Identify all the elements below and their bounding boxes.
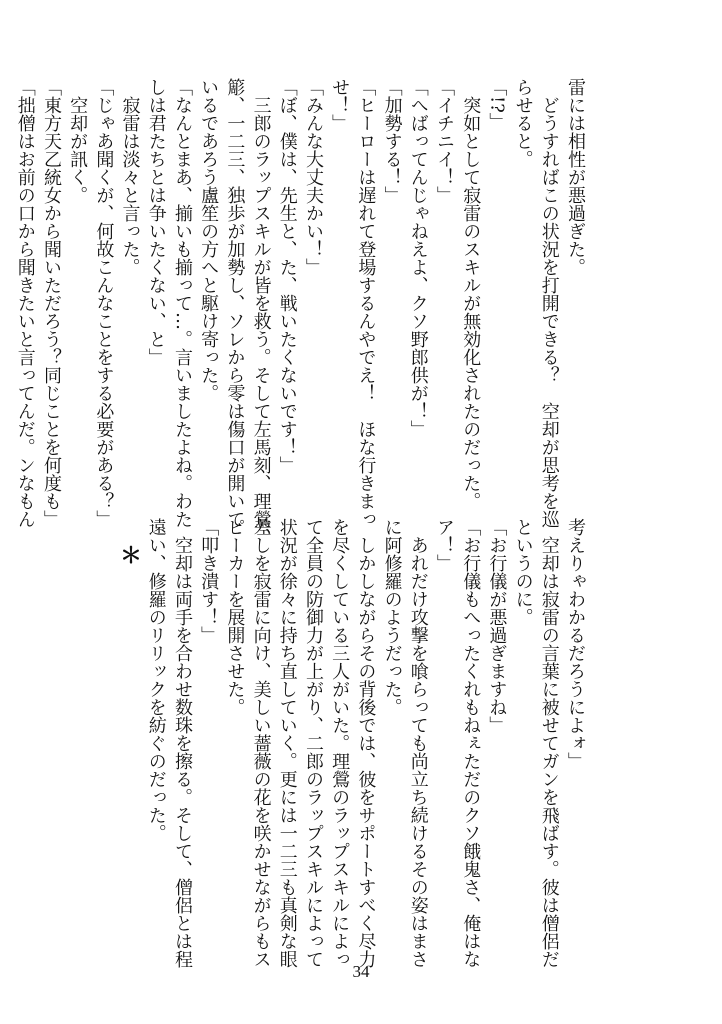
lower-text-block [116,518,588,968]
text-line: しは君たちとは争いたくない、と」 [145,78,167,366]
text-line: 「なんとまあ、揃いも揃って…。言いましたよね。わた [171,78,193,528]
text-line: 「へばってんじゃねえよ、クソ野郎供が！」 [407,78,429,438]
text-line: 空却が訊く。 [67,78,89,204]
text-line: 「叩き潰す！」 [198,518,220,644]
text-line: 「東方天乙統女から聞いただろう？同じことを何度も」 [40,78,62,528]
text-line: 「お行儀もへったくれもねぇただのクソ餓鬼さ、俺はな [460,518,482,968]
text-line: 空却は寂雷の言葉に被せてガンを飛ばす。彼は僧侶だ [538,518,560,968]
text-line: というのに。 [512,518,534,626]
text-line: しかしながらその背後では、彼をサポートすべく尽力 [355,518,377,968]
text-line: あれだけ攻撃を喰らっても尚立ち続けるその姿はまさ [407,518,429,968]
text-line: ア！」 [433,518,455,572]
text-line: 「イチニイ！」 [433,78,455,204]
text-line: 「加勢する！」 [381,78,403,204]
page-number: 34 [352,962,370,981]
text-line: らせると。 [512,78,534,168]
text-line: 寂雷は淡々と言った。 [119,78,141,276]
text-line: 「ヒーローは遅れて登場するんやでえ！ ほな行きまっ [355,78,377,528]
text-line: 「!?」 [486,78,508,131]
text-line: 突如として寂雷のスキルが無効化されたのだった。 [460,78,482,510]
text-line: 「みんな大丈夫かい！」 [302,78,324,276]
text-line: 状況が徐々に持ち直していく。更には一二三も真剣な眼 [276,518,298,968]
text-line: 差しを寂雷に向け、美しい薔薇の花を咲かせながらもス [250,518,272,968]
text-line: 「ぼ、僕は、先生と、た、戦いたくないです！」 [276,78,298,474]
text-line: 遠い、修羅のリリックを紡ぐのだった。 [145,518,167,842]
text-line: 雷には相性が悪過ぎた。 [565,78,586,276]
text-line: 簓、一二三、独歩が加勢し、ソレから零は傷口が開いて [224,78,246,528]
text-line: 考えりゃわかるだろうによォ」 [565,518,586,770]
section-break-marker: ＊ [116,544,143,566]
text-line: を尽くしている三人がいた。理鶯のラップスキルによっ [329,518,351,968]
text-line: 「拙僧はお前の口から聞きたいと言ってんだ。ンなもん [14,78,36,528]
text-line: に阿修羅のようだった。 [381,518,403,716]
text-line: どうすればこの状況を打開できる？ 空却が思考を巡 [538,78,560,528]
text-line: 「じゃあ聞くが、何故こんなことをする必要がある？」 [93,78,115,528]
text-line: 「お行儀が悪過ぎますね」 [486,518,508,734]
text-line: 三郎のラップスキルが皆を救う。そして左馬刻、理鶯、 [250,78,272,546]
text-line: て全員の防御力が上がり、二郎のラップスキルによって [302,518,324,968]
text-line: せ！」 [329,78,351,132]
upper-text-block [12,78,588,546]
text-line: ピーカーを展開させた。 [224,518,246,716]
text-line: 空却は両手を合わせ数珠を擦る。そして、僧侶とは程 [171,518,193,968]
text-line: いるであろう盧笙の方へと駆け寄った。 [198,78,220,402]
